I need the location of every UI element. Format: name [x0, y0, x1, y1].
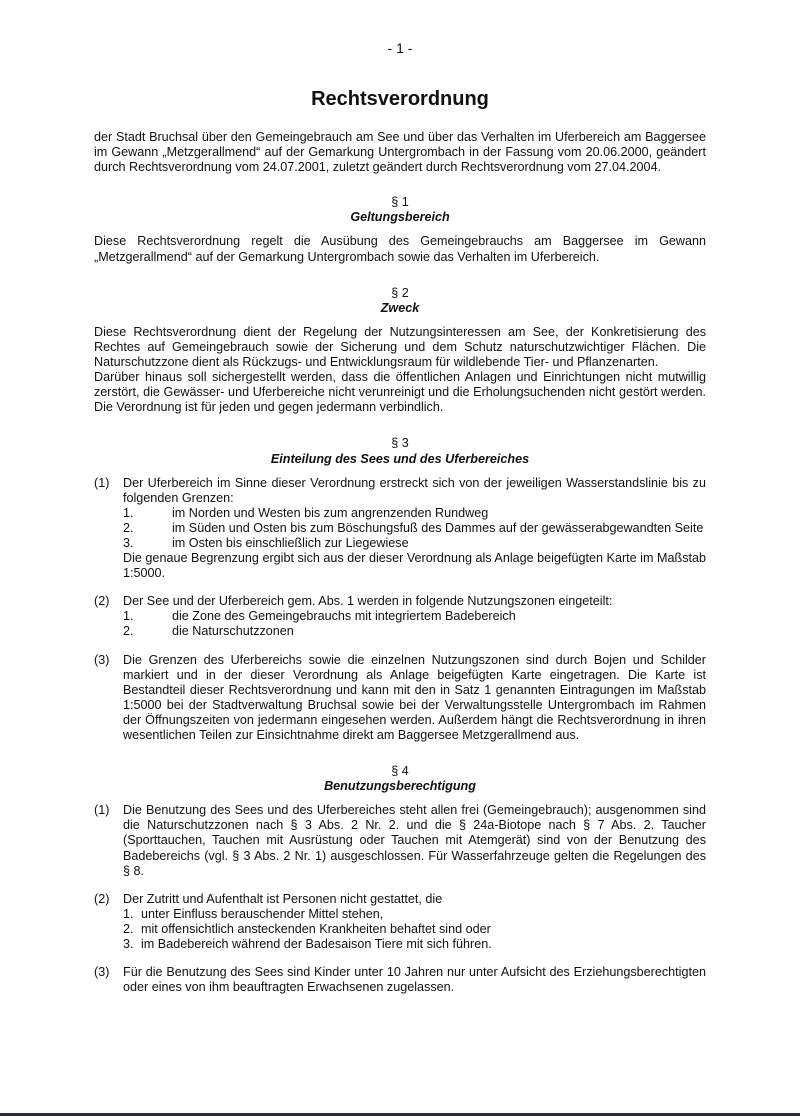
- list-item-number: 3.: [123, 937, 134, 952]
- section-2-text-1: Diese Rechtsverordnung dient der Regelung der Nutzungsinteressen am See, der Konkretisierung des Rechtes auf Gemeingebrauch sowie der Sicherung und dem Schutz naturschutzwichtiger Flächen. Die Naturschutzzone dient als Rückzugs- und Entwicklungsraum für wildlebende Tier- und Pflanzenarten.: [94, 324, 706, 370]
- list-item-number: 1.: [123, 609, 134, 624]
- list-item: [123, 536, 706, 551]
- section-2-number: § 2: [391, 285, 409, 300]
- section-1-header: [94, 195, 706, 225]
- section-3-header: [94, 436, 706, 466]
- section-2-header: [94, 286, 706, 316]
- paragraph-text: Der Uferbereich im Sinne dieser Verordnung erstreckt sich von der jeweiligen Wasserstandslinie bis zu folgenden Grenzen:: [123, 475, 706, 505]
- section-1-text: Diese Rechtsverordnung regelt die Ausübung des Gemeingebrauchs am Baggersee im Gewann „Metzgerallmend“ auf der Gemarkung Untergrombach sowie das Verhalten im Uferbereich.: [94, 234, 706, 264]
- list-item-text: die Naturschutzzonen: [172, 624, 294, 639]
- list-item-text: im Badebereich während der Badesaison Tiere mit sich führen.: [141, 937, 492, 952]
- paragraph-text: Die Grenzen des Uferbereichs sowie die einzelnen Nutzungszonen sind durch Bojen und Schilder markiert und in der dieser Verordnung als Anlage beigefügten Karte eingetragen. Die Karte ist Bestandteil dieser Rechtsverordnung und kann mit den in Satz 1 genannten Eintragungen im Maßstab 1:5000 bei der Stadtverwaltung Bruchsal sowie bei der Verwaltungsstelle Untergrombach im Rahmen der Öffnungszeiten von jedermann eingesehen werden. Außerdem hängt die Rechtsverordnung in ihren wesentlichen Teilen zur Einsichtnahme direkt am Baggersee Metzgerallmend aus.: [123, 652, 706, 742]
- paragraph-number: (2): [94, 891, 110, 906]
- section-4-paragraph-1: [94, 803, 706, 878]
- list-item-text: im Norden und Westen bis zum angrenzenden Rundweg: [172, 505, 489, 520]
- section-2-heading: Zweck: [380, 300, 420, 315]
- list-item-text: im Osten bis einschließlich zur Liegewiese: [172, 535, 409, 550]
- paragraph-text: Der See und der Uferbereich gem. Abs. 1 werden in folgende Nutzungszonen eingeteilt:: [123, 594, 613, 609]
- paragraph-text-after: Die genaue Begrenzung ergibt sich aus der dieser Verordnung als Anlage beigefügten Karte im Maßstab 1:5000.: [123, 551, 706, 581]
- list-item-number: 2.: [123, 520, 134, 535]
- list-item: [123, 937, 706, 952]
- section-4-heading: Benutzungsberechtigung: [324, 779, 476, 794]
- list-item: [123, 521, 706, 536]
- list-item: [123, 506, 706, 521]
- paragraph-number: (1): [94, 475, 110, 490]
- section-3-heading: Einteilung des Sees und des Uferbereiches: [270, 451, 530, 466]
- paragraph-number: (2): [94, 594, 110, 609]
- section-2-text-2: Darüber hinaus soll sichergestellt werden, dass die öffentlichen Anlagen und Einrichtungen nicht mutwillig zerstört, die Gewässer- und Uferbereiche nicht verunreinigt und die Erholungsuchenden nicht gestört werden. Die Verordnung ist für jeden und gegen jedermann verbindlich.: [94, 370, 706, 415]
- section-3-paragraph-1: [94, 476, 706, 582]
- list-item: [123, 907, 706, 922]
- intro-paragraph: der Stadt Bruchsal über den Gemeingebrauch am See und über das Verhalten im Uferbereich am Baggersee im Gewann „Metzgerallmend“ auf der Gemarkung Untergrombach in der Fassung vom 20.06.2000, geändert durch Rechtsverordnung vom 24.07.2001, zuletzt geändert durch Rechtsverordnung vom 27.04.2004.: [94, 130, 706, 175]
- section-3-paragraph-2: [94, 594, 706, 639]
- list-item-number: 1.: [123, 505, 134, 520]
- document-body: [94, 130, 706, 1008]
- section-1-heading: Geltungsbereich: [350, 210, 450, 225]
- list-item-text: unter Einfluss berauschender Mittel stehen,: [141, 906, 384, 921]
- section-4-header: [94, 764, 706, 794]
- list-item: [123, 609, 706, 624]
- list-item-number: 1.: [123, 906, 134, 921]
- list-item-text: im Süden und Osten bis zum Böschungsfuß des Dammes auf der gewässerabgewandten Seite: [172, 520, 704, 535]
- page-number: - 1 -: [387, 40, 413, 56]
- paragraph-number: (3): [94, 652, 110, 667]
- paragraph-text: Für die Benutzung des Sees sind Kinder unter 10 Jahren nur unter Aufsicht des Erziehungsberechtigten oder eines von ihm beauftragten Erwachsenen zugelassen.: [123, 965, 706, 995]
- list-item-number: 2.: [123, 921, 134, 936]
- section-4-paragraph-3: [94, 965, 706, 995]
- paragraph-text: Die Benutzung des Sees und des Uferbereiches steht allen frei (Gemeingebrauch); ausgenommen sind die Naturschutzzonen nach § 3 Abs. 2 Nr. 2. und die § 24a-Biotope nach § 7 Abs. 2. Taucher (Sporttauchen, Tauchen mit Ausrüstung oder Tauchen mit Atemgerät) sind von der Benutzung des Badebereichs (vgl. § 3 Abs. 2 Nr. 1) ausgeschlossen. Für Wasserfahrzeuge gelten die Regelungen des § 8.: [123, 803, 706, 878]
- list-item-number: 3.: [123, 535, 134, 550]
- section-1-number: § 1: [391, 195, 409, 210]
- list-item-number: 2.: [123, 624, 134, 639]
- section-3-number: § 3: [391, 436, 409, 451]
- paragraph-number: (1): [94, 803, 110, 818]
- section-3-paragraph-3: [94, 653, 706, 744]
- section-4-number: § 4: [391, 764, 409, 779]
- paragraph-number: (3): [94, 965, 110, 980]
- list-item: [123, 624, 706, 639]
- document-title: Rechtsverordnung: [311, 88, 489, 110]
- list-item: [123, 922, 706, 937]
- paragraph-text: Der Zutritt und Aufenthalt ist Personen nicht gestattet, die: [123, 891, 443, 906]
- section-4-paragraph-2: [94, 892, 706, 952]
- list-item-text: die Zone des Gemeingebrauchs mit integriertem Badebereich: [172, 609, 516, 624]
- list-item-text: mit offensichtlich ansteckenden Krankheiten behaftet sind oder: [141, 921, 491, 936]
